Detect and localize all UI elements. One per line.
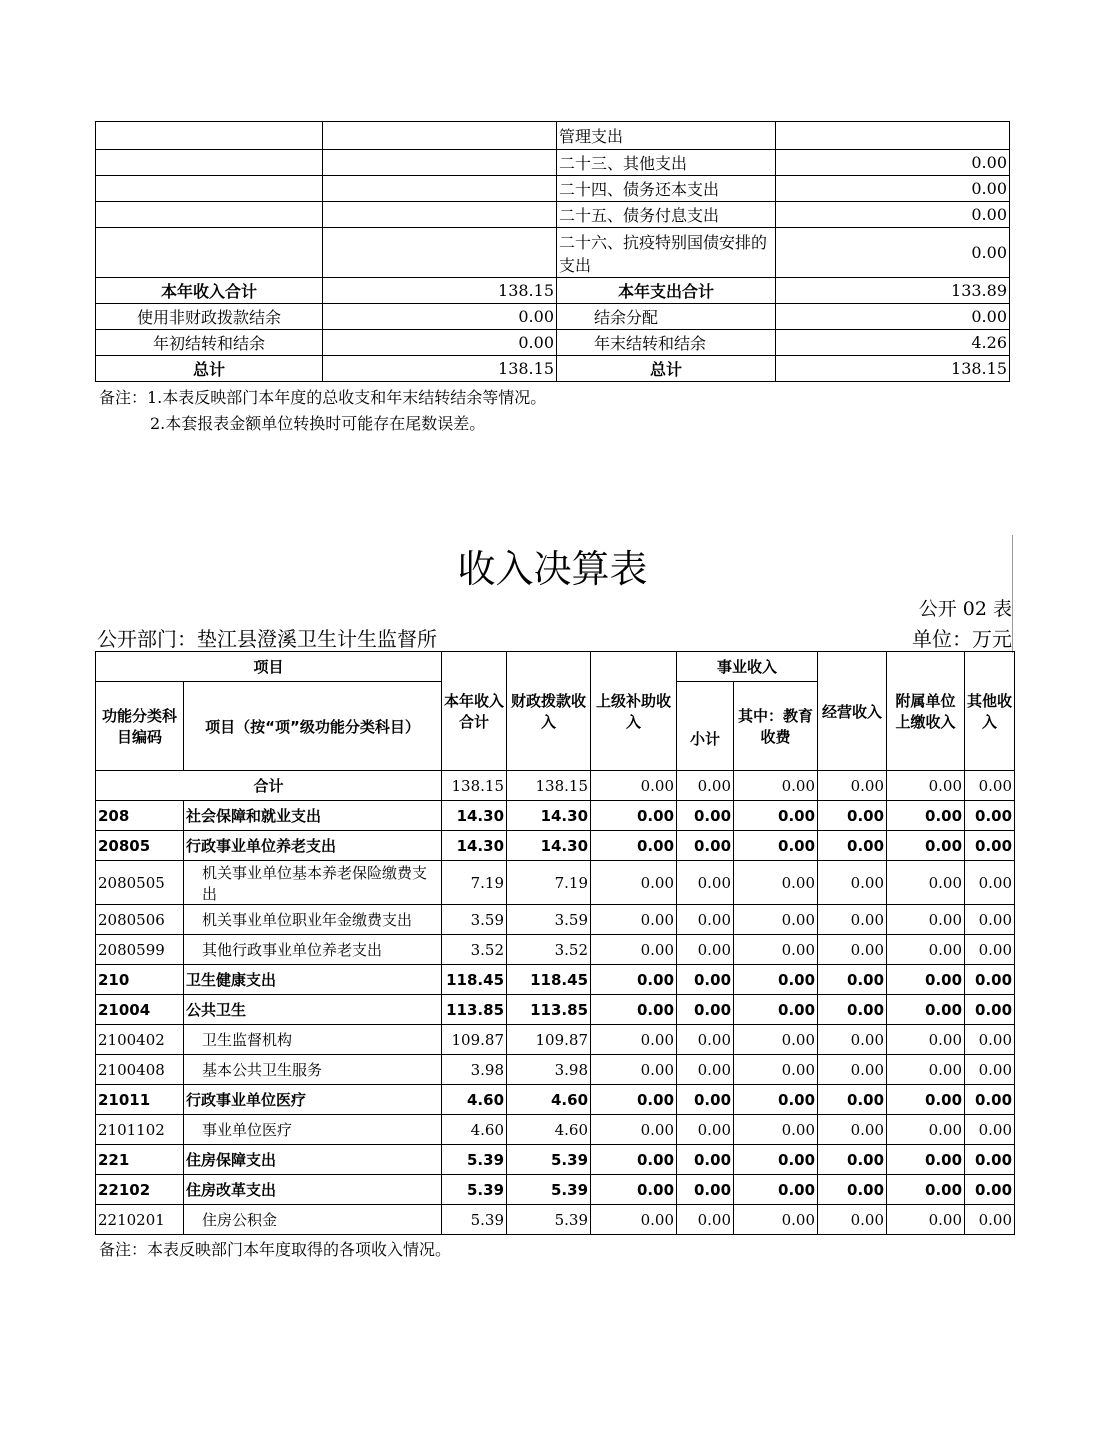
row-value: 0.00 (734, 995, 818, 1025)
total-value: 138.15 (442, 771, 507, 801)
row-value: 5.39 (507, 1145, 591, 1175)
row-value: 0.00 (734, 1175, 818, 1205)
row-value: 0.00 (818, 1205, 887, 1235)
row-value: 4.60 (442, 1115, 507, 1145)
table-row (96, 965, 1015, 995)
row-value: 0.00 (887, 861, 965, 905)
row-value: 0.00 (818, 861, 887, 905)
row-value: 3.59 (507, 905, 591, 935)
empty-cell (96, 122, 323, 150)
row-name: 事业单位医疗 (184, 1115, 442, 1145)
table-row (96, 995, 1015, 1025)
expense-item-value: 0.00 (776, 228, 1010, 278)
row-value: 0.00 (677, 935, 734, 965)
row-value: 0.00 (734, 861, 818, 905)
row-name: 卫生健康支出 (184, 965, 442, 995)
row-value: 0.00 (591, 905, 677, 935)
expense-item-value (776, 122, 1010, 150)
header-affiliated: 附属单位上缴收入 (887, 652, 965, 771)
summary-value: 138.15 (323, 356, 557, 382)
empty-cell (323, 202, 557, 228)
row-value: 0.00 (734, 1025, 818, 1055)
row-name: 住房改革支出 (184, 1175, 442, 1205)
row-value: 0.00 (734, 1205, 818, 1235)
row-code: 2101102 (96, 1115, 184, 1145)
row-value: 0.00 (734, 935, 818, 965)
row-value: 3.52 (507, 935, 591, 965)
row-value: 0.00 (818, 995, 887, 1025)
row-value: 0.00 (677, 995, 734, 1025)
table-row (96, 1085, 1015, 1115)
table-row (96, 1115, 1015, 1145)
row-value: 0.00 (818, 905, 887, 935)
empty-cell (96, 202, 323, 228)
total-value: 0.00 (734, 771, 818, 801)
row-value: 0.00 (677, 1115, 734, 1145)
row-code: 221 (96, 1145, 184, 1175)
table-row (96, 831, 1015, 861)
summary-value: 138.15 (323, 278, 557, 304)
summary-label: 本年支出合计 (557, 278, 776, 304)
table-row (96, 1205, 1015, 1235)
row-value: 0.00 (965, 1055, 1015, 1085)
row-value: 0.00 (734, 1085, 818, 1115)
empty-cell (323, 176, 557, 202)
row-value: 0.00 (677, 1175, 734, 1205)
total-row (96, 771, 1015, 801)
row-value: 0.00 (591, 1145, 677, 1175)
row-value: 0.00 (591, 831, 677, 861)
row-value: 0.00 (818, 1175, 887, 1205)
row-name: 其他行政事业单位养老支出 (184, 935, 442, 965)
empty-cell (96, 176, 323, 202)
row-value: 0.00 (887, 1115, 965, 1145)
row-value: 0.00 (677, 1025, 734, 1055)
expense-item-value: 0.00 (776, 176, 1010, 202)
row-value: 0.00 (591, 1055, 677, 1085)
row-name: 住房公积金 (184, 1205, 442, 1235)
row-code: 20805 (96, 831, 184, 861)
row-value: 0.00 (591, 1085, 677, 1115)
header-superior: 上级补助收入 (591, 652, 677, 771)
row-value: 5.39 (442, 1145, 507, 1175)
row-value: 0.00 (677, 831, 734, 861)
row-value: 0.00 (818, 965, 887, 995)
row-value: 0.00 (591, 1025, 677, 1055)
row-value: 0.00 (677, 801, 734, 831)
header-code: 功能分类科目编码 (96, 682, 184, 771)
row-value: 0.00 (677, 1055, 734, 1085)
row-value: 0.00 (965, 801, 1015, 831)
row-code: 2080506 (96, 905, 184, 935)
total-value: 0.00 (591, 771, 677, 801)
row-value: 109.87 (507, 1025, 591, 1055)
row-value: 0.00 (591, 861, 677, 905)
row-value: 0.00 (965, 965, 1015, 995)
header-subtotal: 小计 (677, 682, 734, 771)
total-value: 138.15 (507, 771, 591, 801)
row-name: 行政事业单位养老支出 (184, 831, 442, 861)
row-value: 0.00 (818, 1115, 887, 1145)
report-title: 收入决算表 (457, 547, 648, 591)
summary-row (96, 228, 1010, 278)
expense-item-value: 0.00 (776, 202, 1010, 228)
department-label: 公开部门：垫江县澄溪卫生计生监督所 (97, 627, 437, 651)
empty-cell (323, 228, 557, 278)
row-value: 0.00 (887, 1205, 965, 1235)
row-value: 0.00 (591, 965, 677, 995)
header-name: 项目（按“项”级功能分类科目） (184, 682, 442, 771)
row-value: 0.00 (734, 1145, 818, 1175)
row-value: 0.00 (965, 1175, 1015, 1205)
table-row (96, 1025, 1015, 1055)
table-row (96, 1055, 1015, 1085)
table-row (96, 1175, 1015, 1205)
row-value: 0.00 (818, 1025, 887, 1055)
summary-value: 0.00 (323, 304, 557, 330)
row-name: 社会保障和就业支出 (184, 801, 442, 831)
row-value: 0.00 (887, 1055, 965, 1085)
row-value: 14.30 (442, 801, 507, 831)
total-label: 合计 (96, 771, 442, 801)
expense-item-label: 管理支出 (557, 122, 776, 150)
row-value: 0.00 (965, 1145, 1015, 1175)
row-value: 0.00 (591, 1175, 677, 1205)
row-value: 0.00 (734, 831, 818, 861)
row-value: 0.00 (818, 935, 887, 965)
summary-table (95, 121, 1010, 382)
row-value: 0.00 (591, 935, 677, 965)
row-name: 机关事业单位职业年金缴费支出 (184, 905, 442, 935)
row-code: 2100402 (96, 1025, 184, 1055)
header-fiscal: 财政拨款收入 (507, 652, 591, 771)
row-value: 5.39 (442, 1205, 507, 1235)
row-value: 0.00 (965, 1085, 1015, 1115)
row-code: 2080505 (96, 861, 184, 905)
total-value: 0.00 (887, 771, 965, 801)
row-value: 113.85 (507, 995, 591, 1025)
row-value: 0.00 (734, 1055, 818, 1085)
row-value: 0.00 (677, 965, 734, 995)
row-value: 0.00 (887, 935, 965, 965)
row-name: 卫生监督机构 (184, 1025, 442, 1055)
header-project: 项目 (96, 652, 442, 682)
summary-label: 使用非财政拨款结余 (96, 304, 323, 330)
row-value: 7.19 (442, 861, 507, 905)
row-code: 210 (96, 965, 184, 995)
row-value: 0.00 (677, 1145, 734, 1175)
total-value: 0.00 (677, 771, 734, 801)
row-value: 14.30 (442, 831, 507, 861)
row-value: 0.00 (818, 1055, 887, 1085)
row-value: 0.00 (887, 1025, 965, 1055)
row-name: 公共卫生 (184, 995, 442, 1025)
row-value: 0.00 (677, 861, 734, 905)
row-value: 0.00 (965, 1115, 1015, 1145)
summary-label: 本年收入合计 (96, 278, 323, 304)
row-value: 3.59 (442, 905, 507, 935)
row-value: 118.45 (507, 965, 591, 995)
row-value: 0.00 (818, 1145, 887, 1175)
empty-cell (323, 150, 557, 176)
row-value: 0.00 (591, 1115, 677, 1145)
row-value: 109.87 (442, 1025, 507, 1055)
income-note: 备注：本表反映部门本年度取得的各项收入情况。 (99, 1240, 452, 1259)
row-value: 3.52 (442, 935, 507, 965)
summary-row (96, 176, 1010, 202)
expense-item-label: 二十五、债务付息支出 (557, 202, 776, 228)
summary-value: 0.00 (776, 304, 1010, 330)
summary-label: 年初结转和结余 (96, 330, 323, 356)
header-operating: 经营收入 (818, 652, 887, 771)
summary-label: 年末结转和结余 (557, 330, 776, 356)
summary-value: 0.00 (323, 330, 557, 356)
row-value: 5.39 (507, 1205, 591, 1235)
row-code: 2100408 (96, 1055, 184, 1085)
row-code: 21011 (96, 1085, 184, 1115)
summary-row (96, 202, 1010, 228)
row-value: 7.19 (507, 861, 591, 905)
row-value: 3.98 (442, 1055, 507, 1085)
summary-value: 4.26 (776, 330, 1010, 356)
table-number: 公开 02 表 (918, 598, 1012, 620)
header-other: 其他收入 (965, 652, 1015, 771)
total-value: 0.00 (965, 771, 1015, 801)
row-value: 0.00 (887, 1175, 965, 1205)
row-code: 2080599 (96, 935, 184, 965)
row-value: 3.98 (507, 1055, 591, 1085)
row-code: 2210201 (96, 1205, 184, 1235)
summary-label: 总计 (557, 356, 776, 382)
summary-label: 结余分配 (557, 304, 776, 330)
row-value: 0.00 (887, 965, 965, 995)
table-row (96, 801, 1015, 831)
row-code: 208 (96, 801, 184, 831)
row-value: 4.60 (507, 1085, 591, 1115)
row-value: 0.00 (965, 995, 1015, 1025)
row-value: 118.45 (442, 965, 507, 995)
row-value: 0.00 (887, 831, 965, 861)
row-value: 0.00 (965, 1025, 1015, 1055)
row-value: 14.30 (507, 831, 591, 861)
row-name: 机关事业单位基本养老保险缴费支出 (184, 861, 442, 905)
row-value: 0.00 (591, 1205, 677, 1235)
row-value: 14.30 (507, 801, 591, 831)
row-value: 0.00 (965, 905, 1015, 935)
table-row (96, 861, 1015, 905)
row-value: 0.00 (734, 801, 818, 831)
row-value: 5.39 (442, 1175, 507, 1205)
header-total: 本年收入合计 (442, 652, 507, 771)
row-value: 0.00 (818, 831, 887, 861)
total-value: 0.00 (818, 771, 887, 801)
row-value: 0.00 (965, 935, 1015, 965)
row-name: 住房保障支出 (184, 1145, 442, 1175)
row-value: 4.60 (442, 1085, 507, 1115)
empty-cell (323, 122, 557, 150)
table-row (96, 1145, 1015, 1175)
row-name: 基本公共卫生服务 (184, 1055, 442, 1085)
row-value: 0.00 (734, 965, 818, 995)
summary-row (96, 150, 1010, 176)
expense-item-label: 二十六、抗疫特别国债安排的支出 (557, 228, 776, 278)
summary-total-row (96, 278, 1010, 304)
row-value: 0.00 (887, 801, 965, 831)
summary-value: 138.15 (776, 356, 1010, 382)
summary-row (96, 122, 1010, 150)
table-row (96, 935, 1015, 965)
row-value: 0.00 (887, 995, 965, 1025)
row-value: 0.00 (677, 1205, 734, 1235)
top-note-2: 2.本套报表金额单位转换时可能存在尾数误差。 (150, 414, 486, 433)
row-value: 0.00 (818, 1085, 887, 1115)
row-value: 0.00 (887, 1145, 965, 1175)
summary-label: 总计 (96, 356, 323, 382)
row-value: 0.00 (887, 905, 965, 935)
row-value: 0.00 (591, 995, 677, 1025)
row-value: 113.85 (442, 995, 507, 1025)
row-value: 0.00 (965, 831, 1015, 861)
row-name: 行政事业单位医疗 (184, 1085, 442, 1115)
row-code: 21004 (96, 995, 184, 1025)
expense-item-label: 二十三、其他支出 (557, 150, 776, 176)
header-business: 事业收入 (677, 652, 818, 682)
expense-item-value: 0.00 (776, 150, 1010, 176)
row-value: 0.00 (734, 1115, 818, 1145)
header-education: 其中：教育收费 (734, 682, 818, 771)
row-value: 0.00 (677, 1085, 734, 1115)
table-row (96, 905, 1015, 935)
row-value: 0.00 (887, 1085, 965, 1115)
summary-value: 133.89 (776, 278, 1010, 304)
row-value: 0.00 (965, 1205, 1015, 1235)
empty-cell (96, 150, 323, 176)
top-note-1: 备注：1.本表反映部门本年度的总收支和年末结转结余等情况。 (99, 388, 547, 407)
row-value: 4.60 (507, 1115, 591, 1145)
row-value: 0.00 (965, 861, 1015, 905)
summary-total-row (96, 330, 1010, 356)
row-value: 0.00 (677, 905, 734, 935)
row-value: 5.39 (507, 1175, 591, 1205)
row-code: 22102 (96, 1175, 184, 1205)
empty-cell (96, 228, 323, 278)
row-value: 0.00 (591, 801, 677, 831)
row-value: 0.00 (818, 801, 887, 831)
expense-item-label: 二十四、债务还本支出 (557, 176, 776, 202)
income-table (95, 651, 1015, 1235)
row-value: 0.00 (734, 905, 818, 935)
unit-label: 单位：万元 (912, 627, 1012, 651)
summary-total-row (96, 356, 1010, 382)
summary-total-row (96, 304, 1010, 330)
